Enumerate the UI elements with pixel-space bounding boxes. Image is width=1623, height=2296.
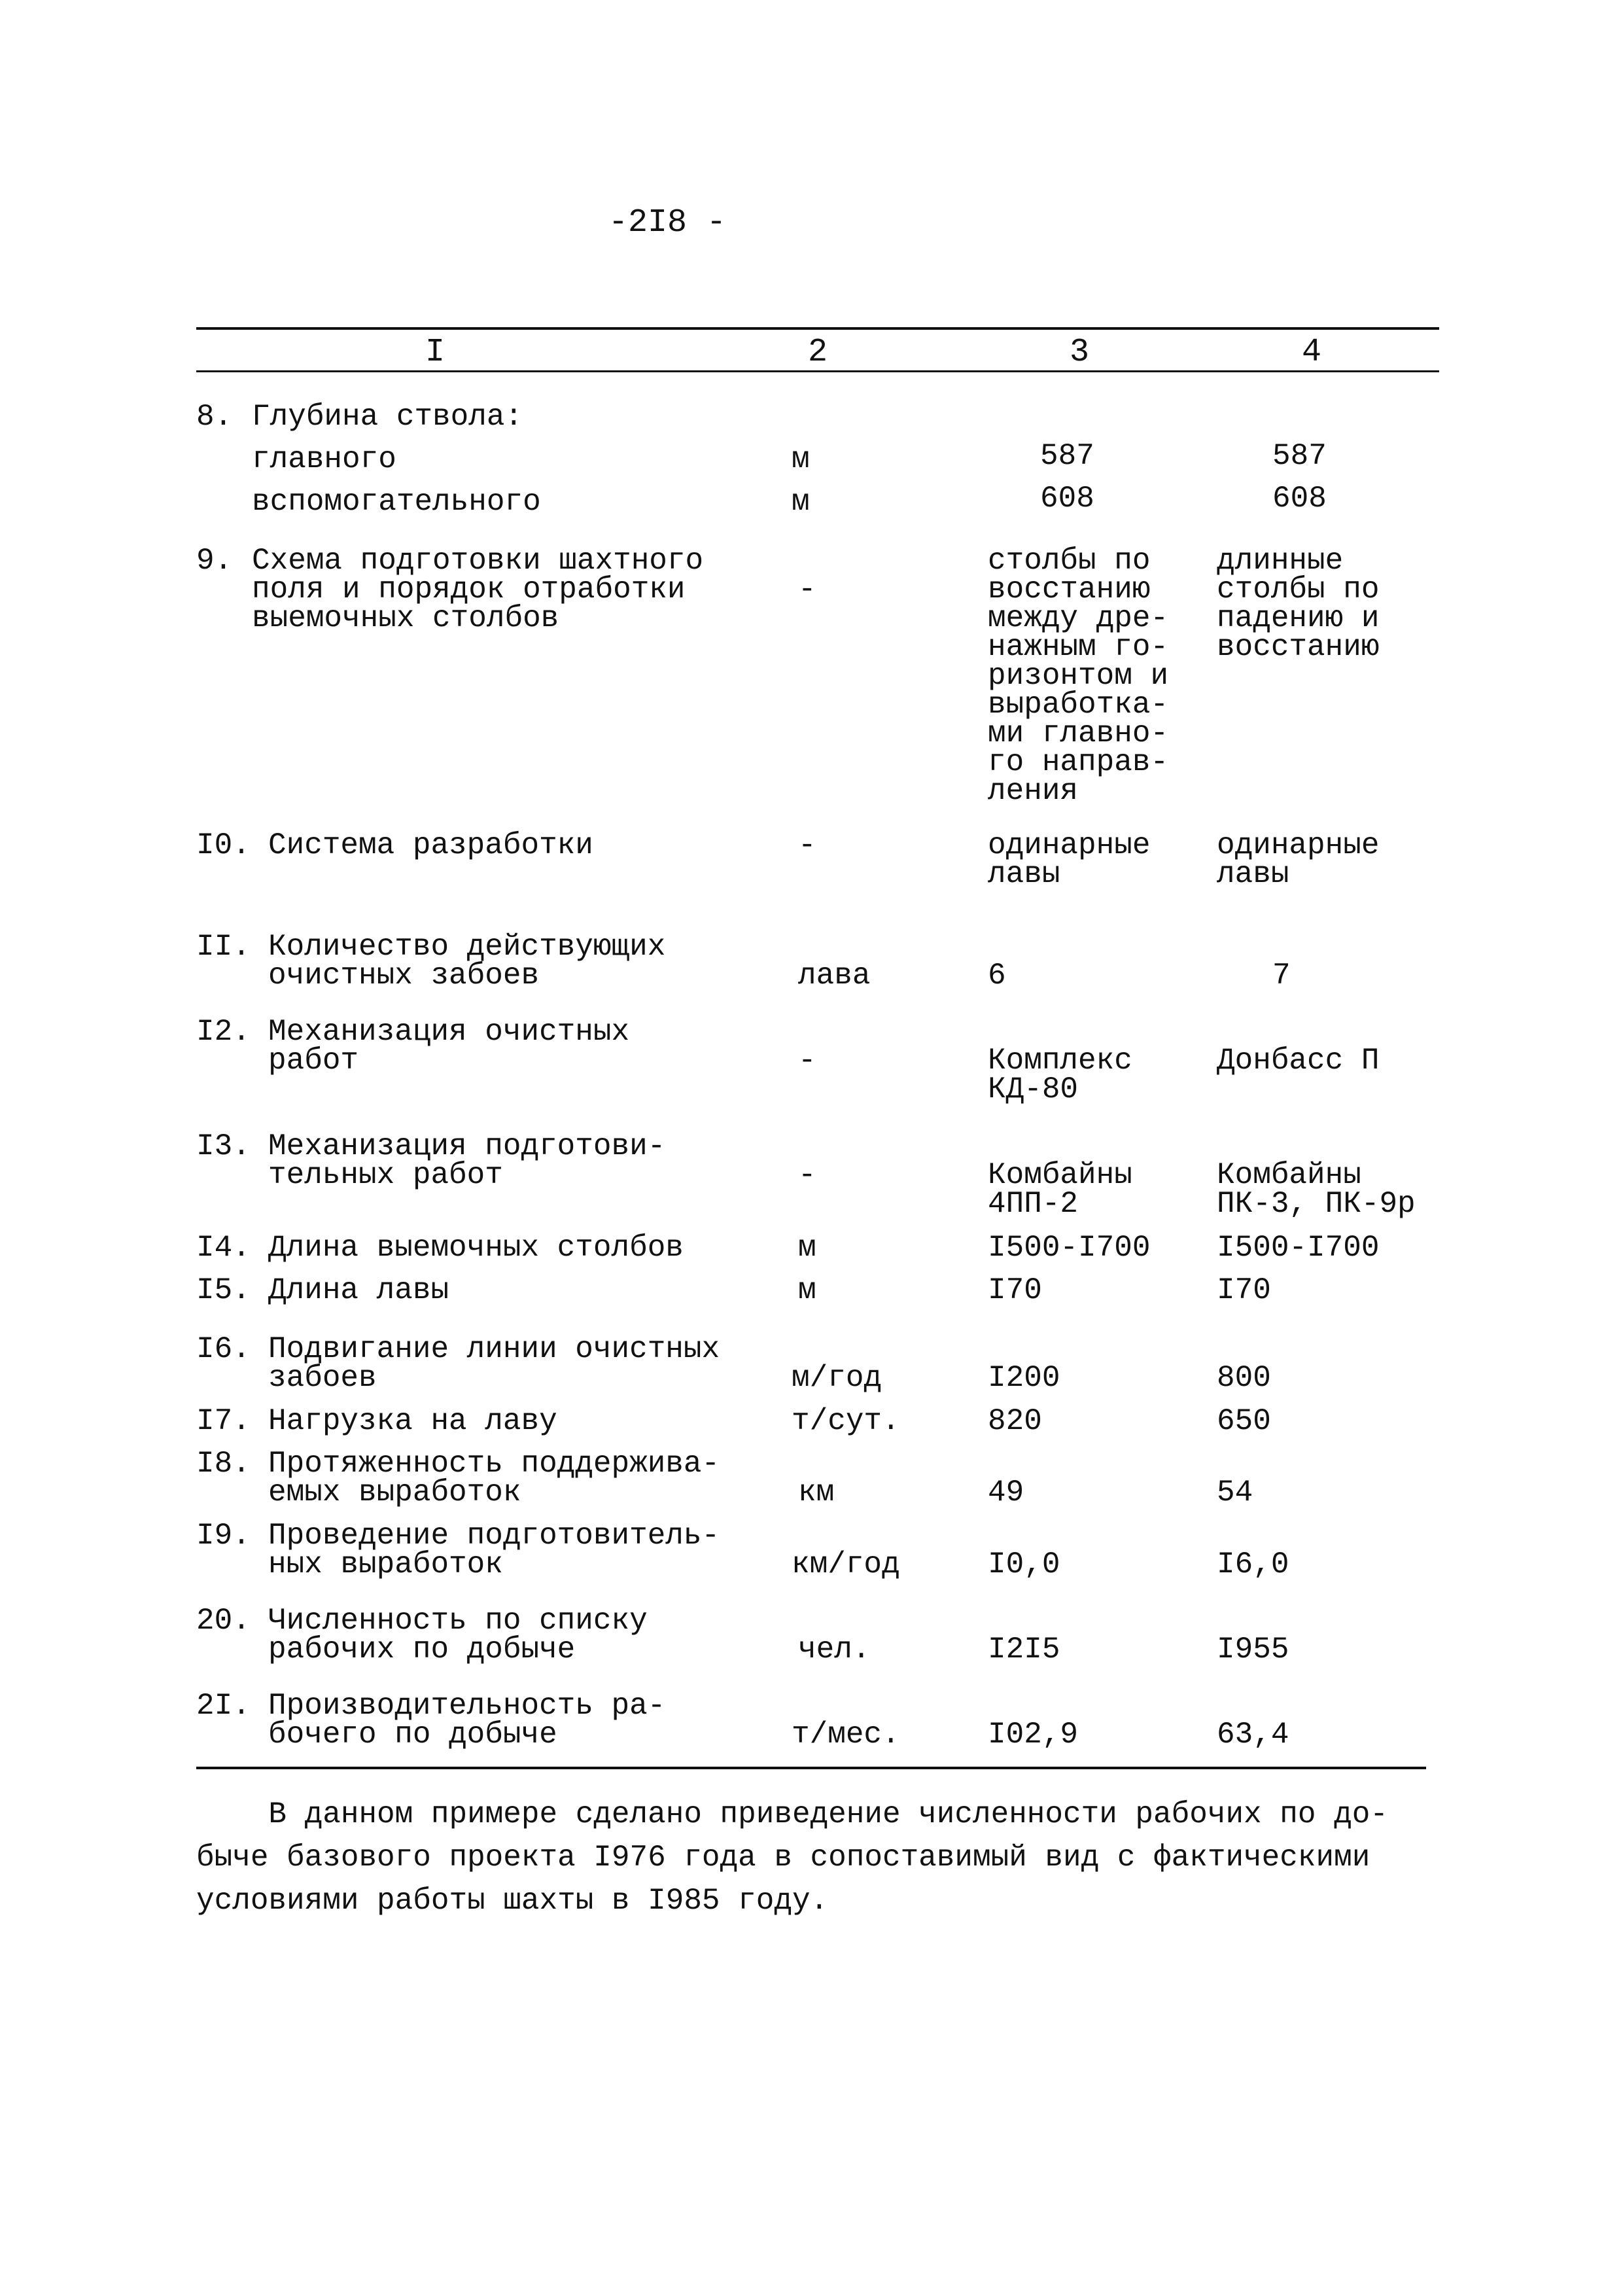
row-label: выемочных столбов bbox=[252, 601, 559, 635]
row-value-col3: 6 bbox=[988, 959, 1006, 993]
row-label: Протяженность поддержива- bbox=[268, 1447, 720, 1481]
row-label: ных выработок bbox=[268, 1547, 503, 1581]
row-unit: - bbox=[798, 573, 816, 607]
col-header-4: 4 bbox=[1302, 334, 1322, 371]
col-header-3: 3 bbox=[1070, 334, 1090, 371]
row-unit: т/мес. bbox=[792, 1718, 900, 1752]
row-label: Схема подготовки шахтного bbox=[252, 544, 704, 578]
row-value-col3: восстанию bbox=[988, 573, 1151, 607]
row-value-col4: 54 bbox=[1217, 1475, 1253, 1510]
row-value-col3: лавы bbox=[988, 857, 1060, 891]
row-unit: м/год bbox=[792, 1361, 882, 1395]
row-value-col4: 608 bbox=[1272, 482, 1327, 516]
row-number: 20. bbox=[196, 1604, 251, 1638]
row-label: емых выработок bbox=[268, 1475, 521, 1510]
row-value-col3: го направ- bbox=[988, 745, 1169, 779]
row-value-col3: нажным го- bbox=[988, 630, 1169, 664]
row-value-col4: восстанию bbox=[1217, 630, 1380, 664]
row-number: I9. bbox=[196, 1519, 251, 1553]
row-value-col3: столбы по bbox=[988, 544, 1151, 578]
row-number: I5. bbox=[196, 1273, 251, 1307]
row-value-col4: I6,0 bbox=[1217, 1547, 1289, 1581]
row-value-col3: I200 bbox=[988, 1361, 1060, 1395]
row-value-col3: одинарные bbox=[988, 828, 1151, 862]
row-unit: чел. bbox=[798, 1633, 871, 1667]
row-value-col3: I0,0 bbox=[988, 1547, 1060, 1581]
row-value-col3: Комбайны bbox=[988, 1158, 1132, 1192]
row-unit: км/год bbox=[792, 1547, 900, 1581]
col-header-2: 2 bbox=[808, 334, 828, 371]
row-value-col3: 820 bbox=[988, 1404, 1042, 1438]
row-value-col4: 650 bbox=[1217, 1404, 1271, 1438]
row-label: Подвигание линии очистных bbox=[268, 1332, 720, 1366]
row-label: Механизация очистных bbox=[268, 1015, 630, 1049]
row-value-col3: 608 bbox=[1040, 482, 1094, 516]
row-unit: м bbox=[792, 485, 810, 519]
page-number: -2I8 - bbox=[608, 204, 727, 241]
row-value-col4: I955 bbox=[1217, 1633, 1289, 1667]
row-unit: м bbox=[792, 442, 810, 476]
row-value-col3: 4ПП-2 bbox=[988, 1187, 1079, 1221]
row-value-col3: КД-80 bbox=[988, 1072, 1079, 1106]
row-number: 9. bbox=[196, 544, 233, 578]
row-value-col4: I70 bbox=[1217, 1273, 1271, 1307]
row-label: главного bbox=[252, 442, 396, 476]
row-unit: - bbox=[798, 1044, 816, 1078]
row-value-col4: падению и bbox=[1217, 601, 1380, 635]
row-label: Проведение подготовитель- bbox=[268, 1519, 720, 1553]
paragraph-line: быче базового проекта I976 года в сопоставимый вид с фактическими bbox=[196, 1841, 1370, 1875]
row-value-col4: длинные bbox=[1217, 544, 1344, 578]
row-value-col3: I70 bbox=[988, 1273, 1042, 1307]
row-unit: км bbox=[798, 1475, 835, 1510]
row-value-col4: одинарные bbox=[1217, 828, 1380, 862]
row-label: забоев bbox=[268, 1361, 377, 1395]
row-value-col4: 587 bbox=[1272, 439, 1327, 473]
row-label: рабочих по добыче bbox=[268, 1633, 576, 1667]
paragraph-line: В данном примере сделано приведение численности рабочих по до- bbox=[196, 1797, 1388, 1831]
row-label: очистных забоев bbox=[268, 959, 540, 993]
row-value-col3: 49 bbox=[988, 1475, 1024, 1510]
row-label: Механизация подготови- bbox=[268, 1129, 666, 1163]
row-value-col4: I500-I700 bbox=[1217, 1231, 1380, 1265]
row-value-col4: Комбайны bbox=[1217, 1158, 1361, 1192]
row-value-col3: I500-I700 bbox=[988, 1231, 1151, 1265]
row-label: Численность по списку bbox=[268, 1604, 648, 1638]
row-label: Нагрузка на лаву bbox=[268, 1404, 557, 1438]
row-value-col3: Комплекс bbox=[988, 1044, 1132, 1078]
row-unit: - bbox=[798, 1158, 816, 1192]
row-number: I8. bbox=[196, 1447, 251, 1481]
closing-paragraph bbox=[196, 1793, 1413, 1922]
paragraph-line: условиями работы шахты в I985 году. bbox=[196, 1884, 829, 1918]
row-value-col3: ми главно- bbox=[988, 716, 1169, 751]
table-bottom-rule bbox=[196, 1767, 1426, 1769]
row-label: поля и порядок отработки bbox=[252, 573, 686, 607]
row-label: Производительность ра- bbox=[268, 1689, 666, 1723]
row-value-col4: 63,4 bbox=[1217, 1718, 1289, 1752]
row-label: Длина выемочных столбов bbox=[268, 1231, 684, 1265]
row-number: I6. bbox=[196, 1332, 251, 1366]
row-unit: - bbox=[798, 828, 816, 862]
col-header-1: I bbox=[425, 334, 445, 371]
row-number: II. bbox=[196, 930, 251, 964]
row-value-col4: 7 bbox=[1272, 959, 1291, 993]
row-value-col3: 587 bbox=[1040, 439, 1094, 473]
row-value-col3: между дре- bbox=[988, 601, 1169, 635]
row-unit: т/сут. bbox=[792, 1404, 900, 1438]
row-number: I0. bbox=[196, 828, 251, 862]
row-value-col4: 800 bbox=[1217, 1361, 1271, 1395]
row-unit: лава bbox=[798, 959, 871, 993]
row-number: I3. bbox=[196, 1129, 251, 1163]
row-number: 2I. bbox=[196, 1689, 251, 1723]
row-label: работ bbox=[268, 1044, 359, 1078]
row-number: I2. bbox=[196, 1015, 251, 1049]
row-value-col3: I2I5 bbox=[988, 1633, 1060, 1667]
row-number: I4. bbox=[196, 1231, 251, 1265]
row-label: тельных работ bbox=[268, 1158, 503, 1192]
row-value-col4: Донбасс П bbox=[1217, 1044, 1380, 1078]
row-label: Длина лавы bbox=[268, 1273, 449, 1307]
row-value-col4: лавы bbox=[1217, 857, 1289, 891]
row-unit: м bbox=[798, 1231, 816, 1265]
row-number: 8. bbox=[196, 400, 233, 434]
row-value-col4: столбы по bbox=[1217, 573, 1380, 607]
row-value-col4: ПК-3, ПК-9р bbox=[1217, 1187, 1416, 1221]
row-label: Глубина ствола: bbox=[252, 400, 523, 434]
row-value-col3: ризонтом и bbox=[988, 659, 1169, 693]
row-label: Количество действующих bbox=[268, 930, 666, 964]
row-value-col3: I02,9 bbox=[988, 1718, 1079, 1752]
row-unit: м bbox=[798, 1273, 816, 1307]
row-label: бочего по добыче bbox=[268, 1718, 557, 1752]
row-value-col3: выработка- bbox=[988, 688, 1169, 722]
row-label: вспомогательного bbox=[252, 485, 541, 519]
table-top-rule bbox=[196, 327, 1439, 330]
row-label: Система разработки bbox=[268, 828, 593, 862]
row-number: I7. bbox=[196, 1404, 251, 1438]
row-value-col3: ления bbox=[988, 774, 1079, 808]
